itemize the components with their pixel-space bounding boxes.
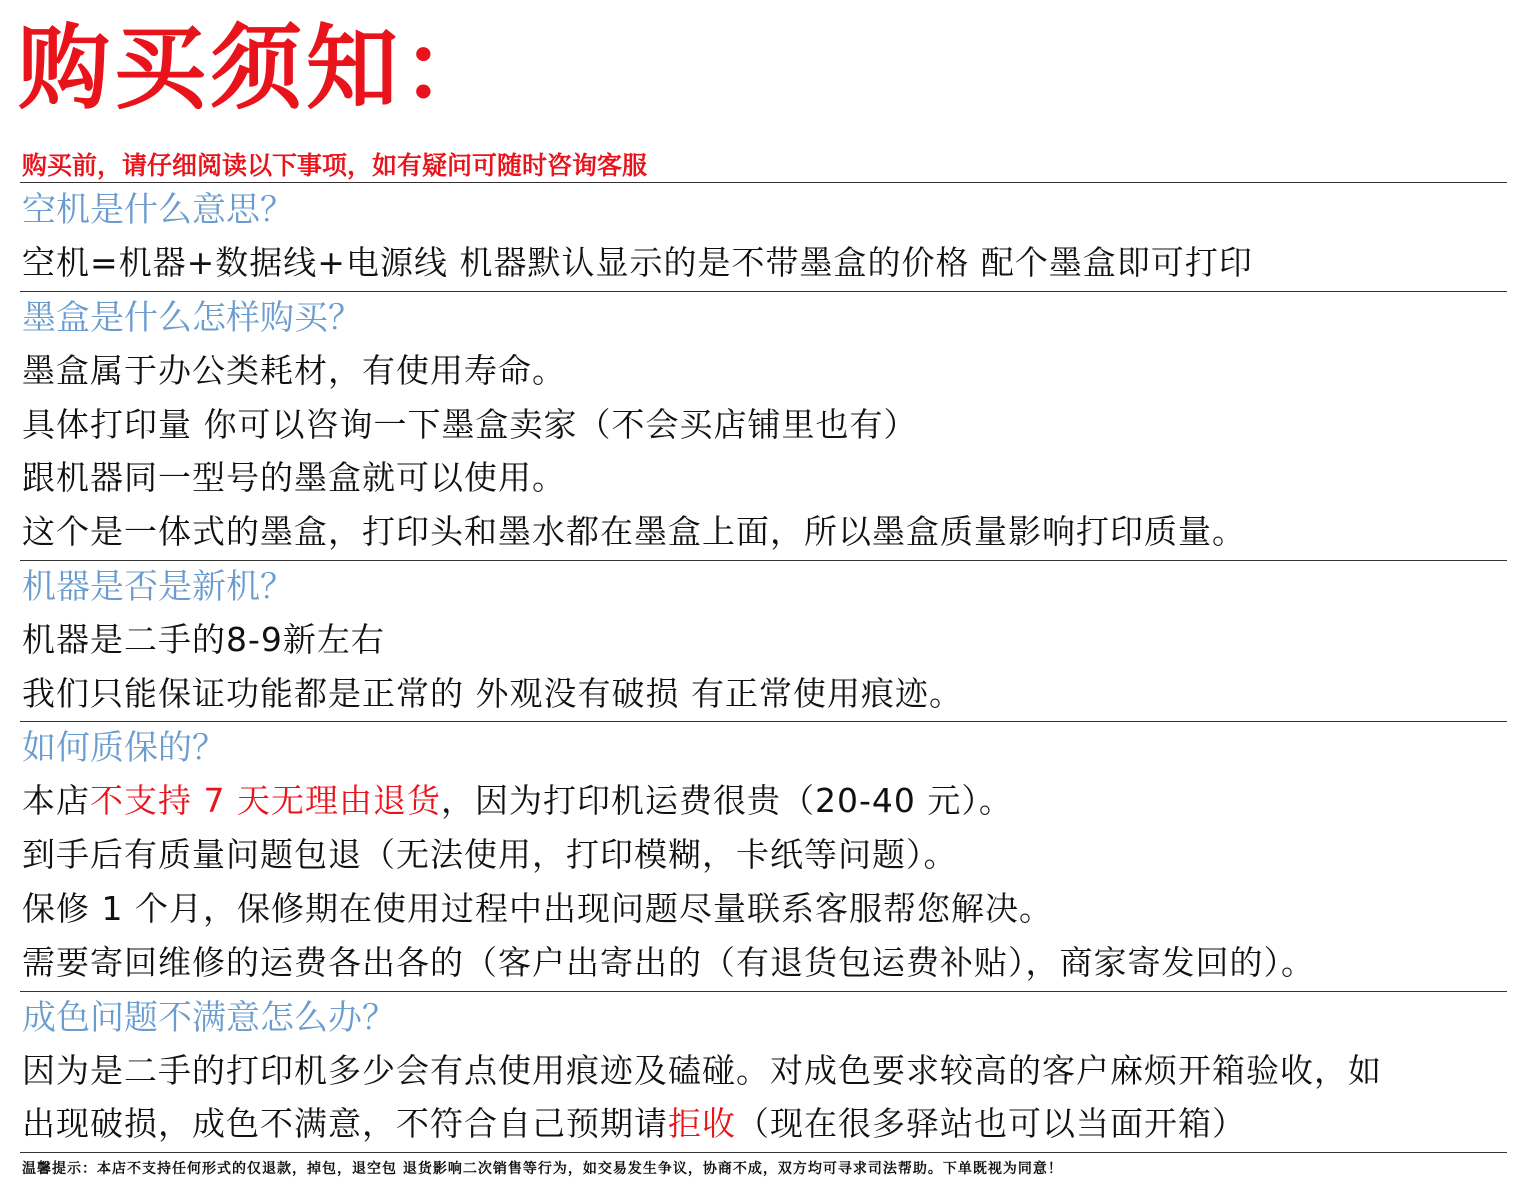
footer-notice: 温馨提示：本店不支持任何形式的仅退款，掉包，退空包 退货影响二次销售等行为，如交易发生争议，协商不成，双方均可寻求司法帮助。下单既视为同意！ (22, 1161, 1063, 1177)
divider (20, 560, 1507, 561)
question-ink-cartridge: 墨盒是什么怎样购买？ (22, 298, 362, 338)
return-policy-prefix: 本店 (22, 781, 90, 820)
answer-line: 我们只能保证功能都是正常的 外观没有破损 有正常使用痕迹。 (22, 674, 963, 713)
answer-line: 保修 1 个月，保修期在使用过程中出现问题尽量联系客服帮您解决。 (22, 889, 1053, 928)
divider (20, 991, 1507, 992)
answer-line: 因为是二手的打印机多少会有点使用痕迹及磕碰。对成色要求较高的客户麻烦开箱验收，如 (22, 1051, 1382, 1090)
answer-line: 墨盒属于办公类耗材，有使用寿命。 (22, 351, 566, 390)
question-empty-machine: 空机是什么意思？ (22, 190, 294, 230)
page-title: 购买须知： (18, 15, 499, 122)
divider (20, 1152, 1507, 1153)
question-new-machine: 机器是否是新机？ (22, 567, 294, 607)
answer-line: 这个是一体式的墨盒，打印头和墨水都在墨盒上面，所以墨盒质量影响打印质量。 (22, 512, 1246, 551)
reject-line (22, 1104, 1246, 1143)
page-subtitle: 购买前，请仔细阅读以下事项，如有疑问可随时咨询客服 (22, 151, 648, 180)
answer-line: 具体打印量 你可以咨询一下墨盒卖家（不会买店铺里也有） (22, 405, 918, 444)
question-warranty: 如何质保的？ (22, 728, 226, 768)
return-policy-highlight: 不支持 7 天无理由退货 (90, 781, 441, 820)
reject-highlight: 拒收 (668, 1104, 736, 1143)
divider (20, 291, 1507, 292)
divider (20, 182, 1507, 183)
answer-line: 跟机器同一型号的墨盒就可以使用。 (22, 458, 566, 497)
answer-line: 到手后有质量问题包退（无法使用，打印模糊，卡纸等问题）。 (22, 835, 958, 874)
question-condition: 成色问题不满意怎么办？ (22, 998, 396, 1038)
return-policy-line (22, 781, 1013, 820)
reject-suffix: （现在很多驿站也可以当面开箱） (736, 1104, 1246, 1143)
divider (20, 721, 1507, 722)
return-policy-suffix: ，因为打印机运费很贵（20-40 元）。 (440, 781, 1013, 820)
answer-line: 需要寄回维修的运费各出各的（客户出寄出的（有退货包运费补贴），商家寄发回的）。 (22, 943, 1315, 982)
reject-prefix: 出现破损，成色不满意，不符合自己预期请 (22, 1104, 668, 1143)
answer-line: 机器是二手的8-9新左右 (22, 620, 385, 659)
answer-line: 空机=机器+数据线+电源线 机器默认显示的是不带墨盒的价格 配个墨盒即可打印 (22, 243, 1253, 282)
